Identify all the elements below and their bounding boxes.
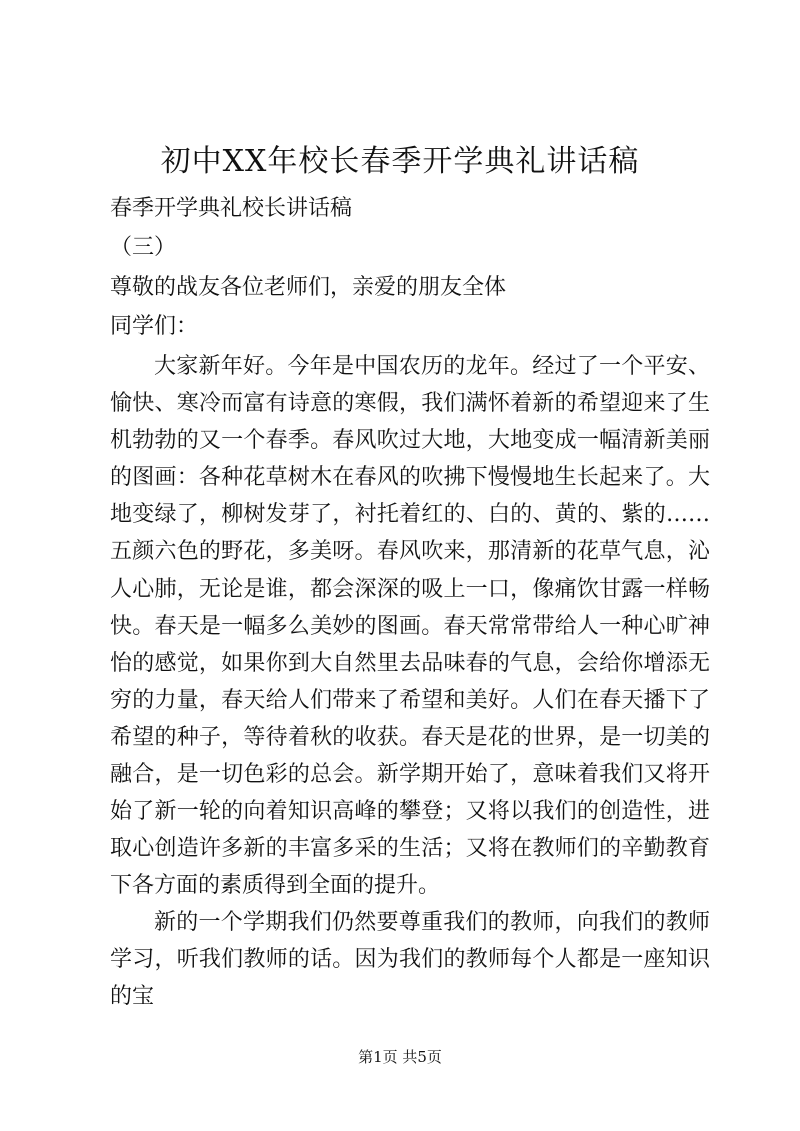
salutation-line-2: 同学们： — [110, 314, 199, 339]
subtitle: 春季开学典礼校长讲话稿 — [110, 196, 353, 221]
body-paragraph-2: 新的一个学期我们仍然要尊重我们的教师，向我们的教师学习，听我们教师的话。因为我们的教师每个人都是一座知识的宝 — [110, 910, 710, 1010]
body-paragraph-1: 大家新年好。今年是中国农历的龙年。经过了一个平安、愉快、寒冷而富有诗意的寒假，我们满怀着新的希望迎来了生机勃勃的又一个春季。春风吹过大地，大地变成一幅清新美丽的图画：各种花草树木在春风的吹拂下慢慢地生长起来了。大地变绿了，柳树发芽了，衬托着红的、白的、黄的、紫的……五颜六色的野花，多美呀。春风吹来，那清新的花草气息，沁人心肺，无论是谁，都会深深的吸上一口，像痛饮甘露一样畅快。春天是一幅多么美妙的图画。春天常常带给人一种心旷神怡的感觉，如果你到大自然里去品味春的气息，会给你增添无穷的力量，春天给人们带来了希望和美好。人们在春天播下了希望的种子，等待着秋的收获。春天是花的世界，是一切美的融合，是一切色彩的总会。新学期开始了，意味着我们又将开始了新一轮的向着知识高峰的攀登；又将以我们的创造性，进取心创造许多新的丰富多采的生活；又将在教师们的辛勤教育下各方面的素质得到全面的提升。 — [110, 354, 710, 899]
section-label: （三） — [110, 235, 177, 260]
salutation-line-1: 尊敬的战友各位老师们，亲爱的朋友全体 — [110, 275, 507, 300]
document-title: 初中XX年校长春季开学典礼讲话稿 — [160, 144, 640, 179]
page-footer: 第1页 共5页 — [358, 1048, 442, 1066]
